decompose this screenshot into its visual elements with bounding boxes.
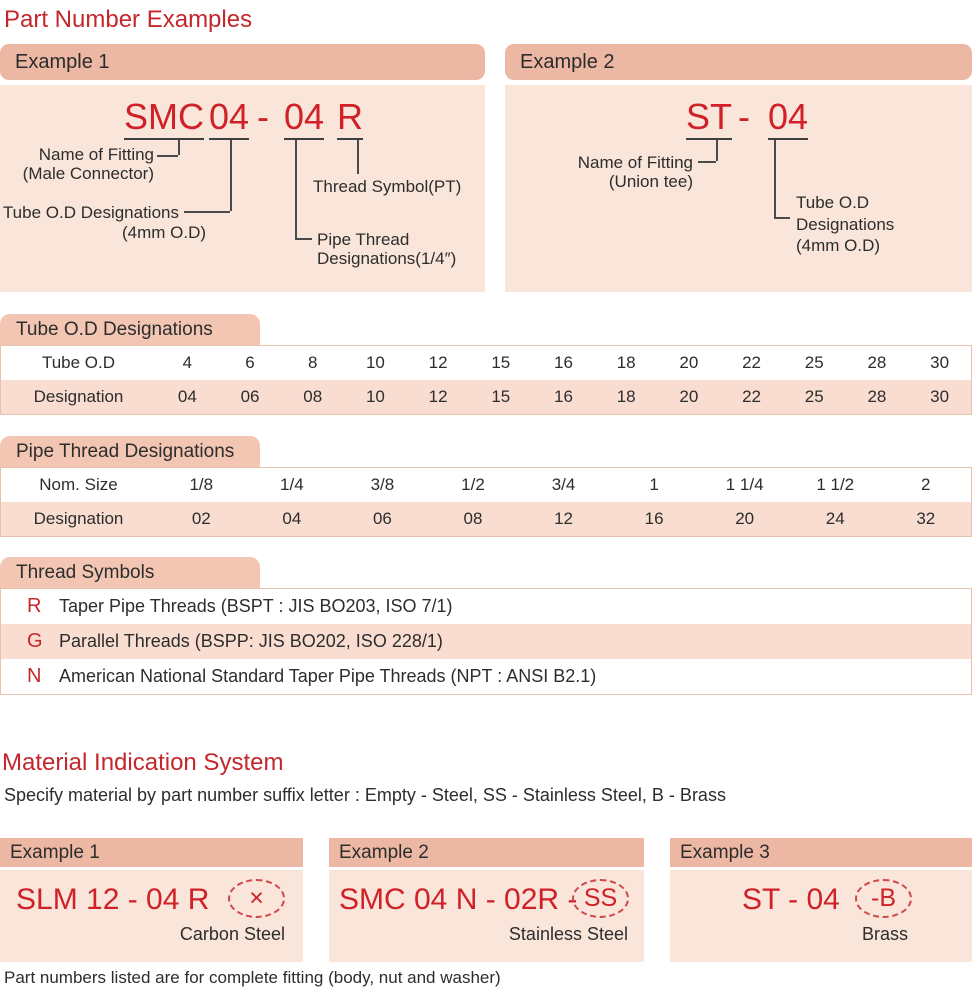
pipe-thread-tab-label: Pipe Thread Designations <box>16 440 235 462</box>
table-cell: 1 1/4 <box>725 475 764 494</box>
thread-symbol-description: Taper Pipe Threads (BSPT : JIS BO203, ISO 7/1) <box>59 596 453 616</box>
row-label: Nom. Size <box>39 475 118 494</box>
table-cell: 04 <box>282 509 302 528</box>
label-tube-od-designations: Tube O.D Designations <box>2 203 179 222</box>
material-name-label: Stainless Steel <box>508 924 628 944</box>
table-cell: 22 <box>742 387 761 406</box>
pipe-thread-table <box>0 467 972 537</box>
table-row <box>1 380 971 414</box>
material-indication-title: Material Indication System <box>2 749 284 776</box>
label-pipe-thread-1: Pipe Thread <box>317 230 410 249</box>
page-title: Part Number Examples <box>4 6 253 33</box>
table-cell: 16 <box>644 509 664 528</box>
table-cell: 1/8 <box>189 475 214 494</box>
table-cell: 24 <box>825 509 845 528</box>
part-segment-thread-symbol: R <box>337 97 363 140</box>
table-cell: 12 <box>428 353 448 372</box>
material-example-2-card <box>329 838 644 962</box>
material-examples-row <box>0 838 972 962</box>
table-cell: 30 <box>930 353 950 372</box>
table-cell: 32 <box>916 509 936 528</box>
connector-line <box>357 140 359 174</box>
table-row <box>1 346 971 380</box>
connector-line <box>184 211 230 213</box>
material-example-3-header <box>670 838 972 867</box>
connector-line <box>698 161 716 163</box>
table-cell: 02 <box>191 509 211 528</box>
table-cell: 04 <box>177 387 197 406</box>
label-tube-od-3: (4mm O.D) <box>796 236 881 255</box>
example-2-card <box>505 44 972 292</box>
thread-symbols-tab-label: Thread Symbols <box>16 561 155 583</box>
table-cell: 4 <box>182 353 193 372</box>
connector-line <box>157 155 178 157</box>
table-row <box>1 502 971 536</box>
thread-symbols-table <box>0 588 972 695</box>
suffix-circle <box>572 879 629 918</box>
tube-od-designations-tab <box>0 314 260 345</box>
example-1-diagram <box>0 85 485 292</box>
connector-line <box>774 217 790 219</box>
tube-od-table <box>0 345 972 415</box>
brass-suffix: -B <box>871 884 896 912</box>
label-tube-od-1: Tube O.D <box>796 193 870 212</box>
footer-note: Part numbers listed are for complete fitting (body, nut and washer) <box>4 968 501 987</box>
part-segment-name: SMC <box>124 97 204 140</box>
material-example-1-header-label: Example 1 <box>10 841 100 863</box>
table-cell: 1/2 <box>461 475 485 494</box>
connector-line <box>230 140 232 211</box>
table-cell: 12 <box>428 387 448 406</box>
label-pipe-thread-2: Designations(1/4″) <box>317 249 457 268</box>
material-example-2-header-label: Example 2 <box>339 841 429 863</box>
table-cell: 2 <box>921 475 931 494</box>
table-cell: 08 <box>463 509 483 528</box>
thread-symbol-letter: R <box>27 595 42 617</box>
example-2-diagram <box>505 85 972 292</box>
label-thread-symbol: Thread Symbol(PT) <box>313 177 462 196</box>
table-row <box>1 468 971 502</box>
part-segment-name: ST <box>686 97 732 140</box>
table-cell: 28 <box>867 353 887 372</box>
table-cell: 3/4 <box>551 475 576 494</box>
material-indication-subtitle: Specify material by part number suffix letter : Empty - Steel, SS - Stainless Steel, B - Brass <box>4 785 726 805</box>
material-example-3-card <box>670 838 972 962</box>
table-cell: 1 1/2 <box>816 475 855 494</box>
table-cell: 20 <box>679 387 699 406</box>
connector-line <box>295 140 297 238</box>
connector-line <box>774 140 776 217</box>
material-name-label: Brass <box>861 924 908 944</box>
material-example-3-body <box>670 870 972 962</box>
material-example-3-header-label: Example 3 <box>680 841 770 863</box>
table-cell: 15 <box>491 387 511 406</box>
example-2-header <box>505 44 972 80</box>
table-cell: 06 <box>372 509 392 528</box>
thread-symbol-letter: N <box>27 665 42 687</box>
table-cell: 15 <box>491 353 511 372</box>
suffix-circle <box>855 879 912 918</box>
part-number: SMC 04 N - 02R - <box>339 883 578 916</box>
thread-symbol-description: American National Standard Taper Pipe Threads (NPT : ANSI B2.1) <box>59 666 597 686</box>
material-example-2-body <box>329 870 644 962</box>
table-cell: 10 <box>365 387 385 406</box>
table-cell: 6 <box>245 353 255 372</box>
table-cell: 06 <box>240 387 260 406</box>
table-cell: 8 <box>307 353 318 372</box>
label-tube-od-2: Designations <box>796 215 895 234</box>
example-1-header <box>0 44 485 80</box>
label-name-of-fitting: Name of Fitting <box>577 153 693 172</box>
table-cell: 18 <box>616 387 636 406</box>
part-segment-tube-od: 04 <box>768 97 808 140</box>
row-label: Designation <box>33 509 124 528</box>
thread-symbol-description: Parallel Threads (BSPP: JIS BO202, ISO 228/1) <box>59 631 443 651</box>
example-2-header-label: Example 2 <box>520 50 615 73</box>
table-cell: 10 <box>365 353 385 372</box>
table-cell: 08 <box>303 387 323 406</box>
thread-symbol-row <box>1 624 971 659</box>
table-cell: 20 <box>679 353 699 372</box>
table-cell: 18 <box>616 353 636 372</box>
material-name-label: Carbon Steel <box>179 924 285 944</box>
connector-line <box>716 140 718 161</box>
material-example-1-card <box>0 838 303 962</box>
label-name-of-fitting-sub: (Union tee) <box>608 172 693 191</box>
label-name-of-fitting-sub: (Male Connector) <box>22 164 154 183</box>
table-cell: 1/4 <box>280 475 304 494</box>
stainless-suffix: SS <box>583 884 618 912</box>
part-segment-tube-od: 04 <box>209 97 249 140</box>
thread-symbols-tab <box>0 557 260 588</box>
material-example-1-header <box>0 838 303 867</box>
table-cell: 12 <box>554 509 573 528</box>
table-cell: 1 <box>649 475 659 494</box>
label-name-of-fitting: Name of Fitting <box>38 145 154 164</box>
table-cell: 3/8 <box>370 475 395 494</box>
tube-od-tab-label: Tube O.D Designations <box>16 318 213 340</box>
connector-line <box>295 238 312 240</box>
table-cell: 30 <box>930 387 950 406</box>
table-cell: 28 <box>867 387 887 406</box>
connector-line <box>178 140 180 155</box>
thread-symbol-row <box>1 659 971 694</box>
part-segment-hyphen: - <box>738 96 750 137</box>
thread-symbol-letter: G <box>27 630 43 652</box>
suffix-circle <box>228 879 285 918</box>
table-cell: 16 <box>554 353 573 372</box>
table-cell: 25 <box>804 353 824 372</box>
table-cell: 22 <box>742 353 761 372</box>
pipe-thread-designations-tab <box>0 436 260 467</box>
empty-suffix-mark: × <box>249 884 264 912</box>
part-segment-hyphen: - <box>257 96 269 137</box>
table-cell: 16 <box>554 387 573 406</box>
example-1-card <box>0 44 485 292</box>
thread-symbol-row <box>1 589 971 624</box>
example-1-header-label: Example 1 <box>15 50 110 73</box>
part-segment-pipe-thread: 04 <box>284 97 324 140</box>
label-tube-od-sub: (4mm O.D) <box>122 223 207 242</box>
material-example-1-body <box>0 870 303 962</box>
material-example-2-header <box>329 838 644 867</box>
part-number: ST - 04 <box>742 883 840 916</box>
part-number-examples-row <box>0 44 972 292</box>
part-number: SLM 12 - 04 R <box>16 883 210 916</box>
table-cell: 20 <box>735 509 755 528</box>
row-label: Designation <box>33 387 124 406</box>
row-label: Tube O.D <box>41 353 116 372</box>
table-cell: 25 <box>804 387 824 406</box>
